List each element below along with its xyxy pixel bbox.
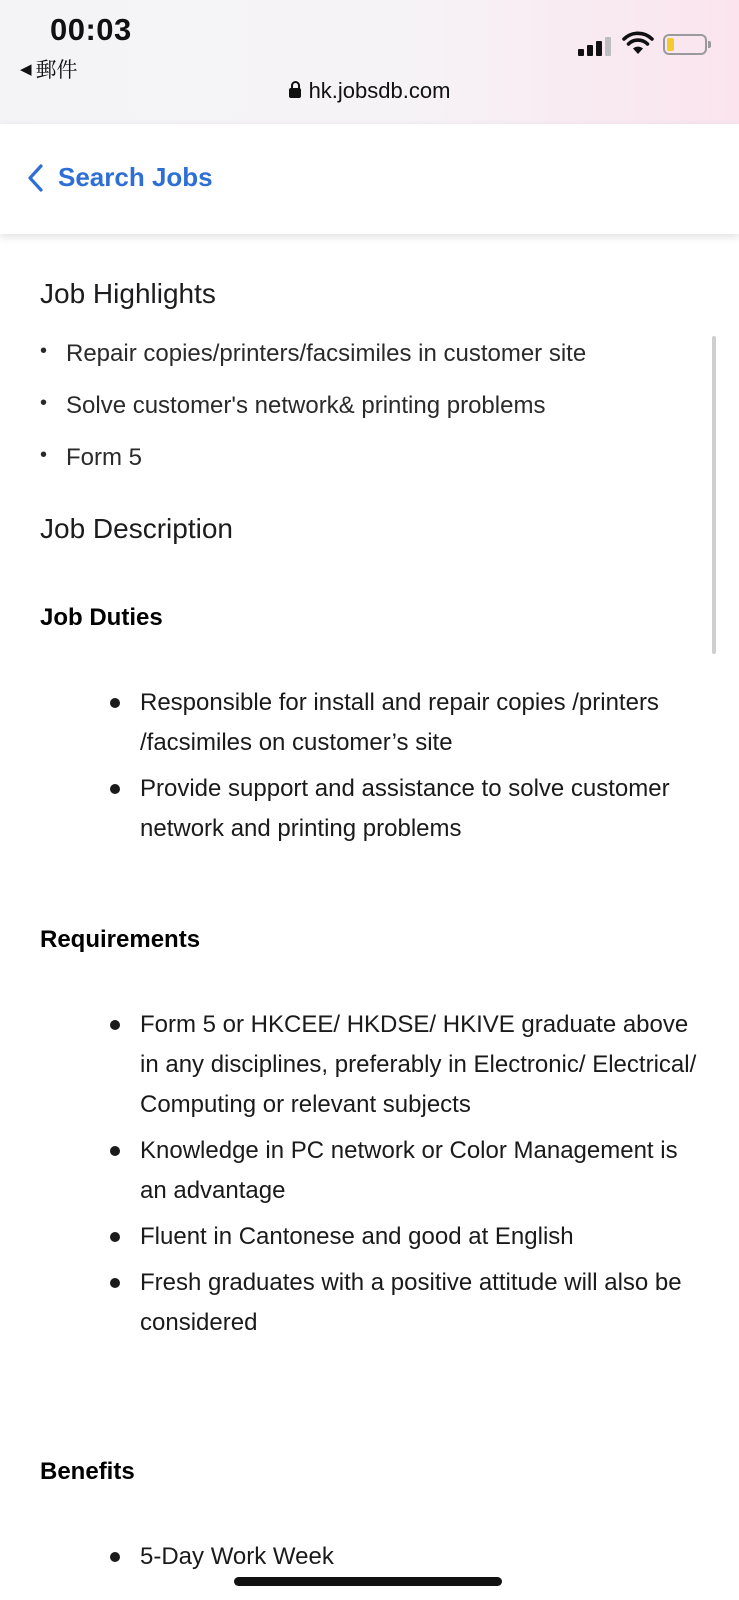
job-highlights-title: Job Highlights <box>40 278 216 309</box>
list-item: Knowledge in PC network or Color Management is an advantage <box>110 1131 710 1211</box>
highlight-item: • Solve customer's network& printing problems <box>40 392 546 419</box>
highlight-item: • Repair copies/printers/facsimiles in customer site <box>40 340 587 367</box>
benefits-heading: Benefits <box>40 1458 135 1485</box>
job-description-title: Job Description <box>40 513 233 544</box>
cellular-signal-icon <box>578 34 614 56</box>
requirements-list <box>110 1005 710 1349</box>
list-item: Responsible for install and repair copies /printers /facsimiles on customer’s site <box>110 683 710 763</box>
scrollbar-thumb[interactable] <box>712 336 716 654</box>
requirements-heading: Requirements <box>40 926 201 953</box>
chevron-left-icon <box>26 163 44 193</box>
battery-icon <box>663 34 707 55</box>
job-duties-heading: Job Duties <box>40 604 163 631</box>
lock-icon <box>289 88 301 98</box>
back-label: Search Jobs <box>58 162 213 192</box>
status-time: 00:03 <box>50 12 132 47</box>
page-header <box>0 124 739 234</box>
list-item: Fresh graduates with a positive attitude will also be considered <box>110 1263 710 1343</box>
address-bar[interactable] <box>0 78 739 104</box>
status-bar <box>0 0 739 125</box>
back-triangle-icon: ◀ <box>20 61 32 78</box>
wifi-icon <box>622 30 654 56</box>
list-item: Fluent in Cantonese and good at English <box>110 1217 710 1257</box>
battery-fill <box>667 38 674 51</box>
home-indicator[interactable] <box>234 1577 502 1586</box>
list-item: Provide support and assistance to solve customer network and printing problems <box>110 769 710 849</box>
job-duties-list <box>110 683 710 855</box>
url-text: hk.jobsdb.com <box>308 78 451 103</box>
list-item: 5-Day Work Week <box>110 1537 710 1577</box>
back-app-label: 郵件 <box>35 59 78 82</box>
list-item: Form 5 or HKCEE/ HKDSE/ HKIVE graduate above in any disciplines, preferably in Electronic/ Electrical/ Computing or relevant subjects <box>110 1005 710 1125</box>
search-jobs-back-button[interactable] <box>26 162 213 193</box>
highlight-item: • Form 5 <box>40 444 143 471</box>
